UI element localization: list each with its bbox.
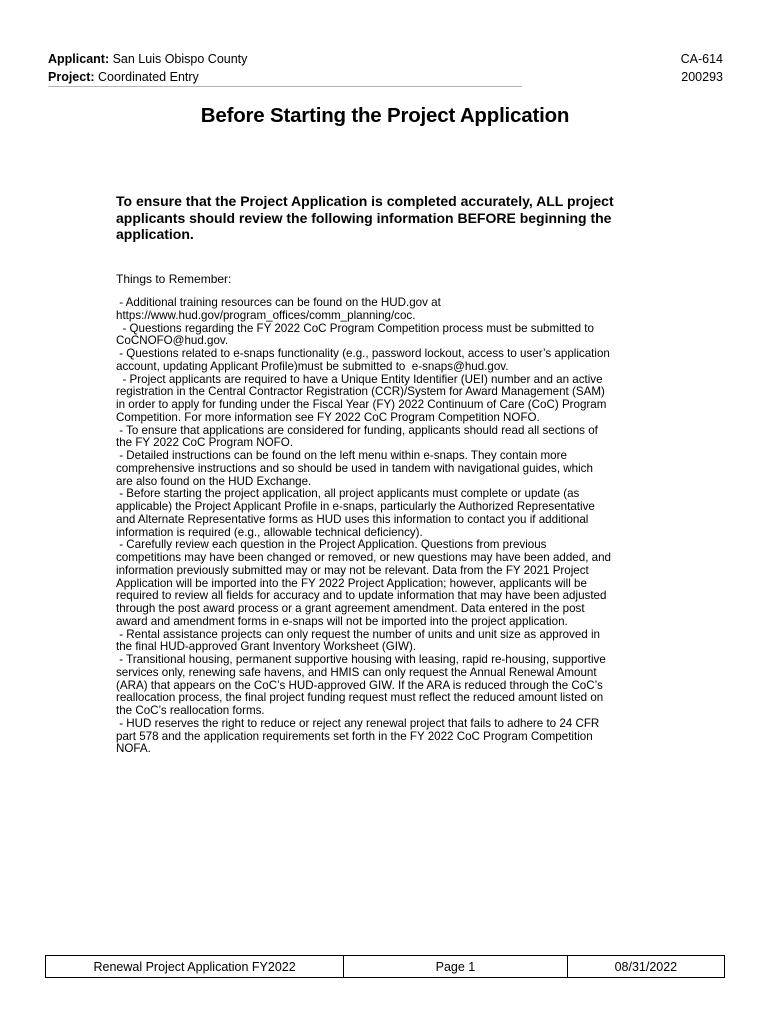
instruction-line: award and amendment forms in e-snaps will not be imported into the project application. [116, 614, 568, 628]
instruction-line: comprehensive instructions and so should be used in tandem with navigational guides, which [116, 461, 593, 475]
instruction-line: - Transitional housing, permanent supportive housing with leasing, rapid re-housing, supportive [116, 653, 606, 666]
instruction-line: applicable) the Project Applicant Profile in e-snaps, particularly the Authorized Representative [116, 500, 595, 513]
instruction-line: Application will be imported into the FY 2022 Project Application; however, applicants will be [116, 576, 587, 590]
instruction-line: - Additional training resources can be found on the HUD.gov at [116, 296, 441, 309]
instruction-line: - Project applicants are required to have a Unique Entity Identifier (UEI) number and an active [116, 372, 603, 386]
project-value: Coordinated Entry [98, 70, 199, 84]
applicant-value: San Luis Obispo County [112, 52, 248, 66]
instruction-line: - Carefully review each question in the Project Application. Questions from previous [116, 538, 547, 552]
instruction-line: the FY 2022 CoC Program NOFO. [116, 436, 293, 450]
instruction-line: - Detailed instructions can be found on the left menu within e-snaps. They contain more [116, 449, 567, 462]
instruction-line: - HUD reserves the right to reduce or reject any renewal project that fails to adhere to 24 CFR [116, 716, 600, 730]
things-to-remember-heading: Things to Remember: [116, 272, 232, 286]
page-title: Before Starting the Project Application [200, 104, 570, 127]
project-label: Project: [48, 70, 95, 84]
instruction-line: information previously submitted may or may not be relevant. Data from the FY 2021 Project [116, 563, 589, 577]
instruction-line: reallocation process, the final project funding request must reflect the reduced amount listed on [116, 691, 604, 705]
instruction-line: - Questions related to e-snaps functionality (e.g., password lockout, access to user’s application [116, 347, 610, 360]
footer-document-name: Renewal Project Application FY2022 [46, 956, 344, 978]
instruction-line: are also found on the HUD Exchange. [116, 474, 312, 488]
coc-code: CA-614 [680, 52, 723, 66]
instruction-line: part 578 and the application requirements set forth in the FY 2022 CoC Program Competition [116, 729, 593, 743]
project-line [48, 68, 247, 86]
instruction-line: the CoC’s reallocation forms. [116, 704, 265, 717]
instruction-line: (ARA) that appears on the CoC’s HUD-approved GIW. If the ARA is reduced through the CoC’s [116, 678, 603, 692]
coc-code-header [681, 50, 723, 86]
instruction-line: competitions may have been changed or removed, or new questions may have been added, and [116, 551, 611, 564]
footer-date: 08/31/2022 [567, 956, 724, 978]
instruction-line: information is required (e.g., allowable technical deficiency). [116, 525, 423, 539]
instruction-line: in order to apply for funding under the Fiscal Year (FY) 2022 Continuum of Care (CoC) Program [116, 398, 607, 411]
instruction-line: the final HUD-approved Grant Inventory Worksheet (GIW). [116, 640, 417, 654]
instruction-line: and Alternate Representative forms as HUD uses this information to contact you if additional [116, 512, 589, 526]
instruction-line: Competition. For more information see FY 2022 CoC Program Competition NOFO. [116, 410, 540, 424]
instruction-line: services only, renewing safe havens, and HMIS can only request the Annual Renewal Amount [116, 665, 597, 679]
instruction-line: - Before starting the project application, all project applicants must complete or update (as [116, 487, 580, 501]
instruction-line: - Rental assistance projects can only request the number of units and unit size as approved in [116, 627, 600, 641]
instruction-line: - To ensure that applications are considered for funding, applicants should read all sections of [116, 423, 598, 437]
instruction-line: NOFA. [116, 742, 151, 756]
instruction-line: required to review all fields for accuracy and to update information that may have been adjusted [116, 589, 607, 603]
header-divider [48, 86, 522, 87]
applicant-project-header [48, 50, 247, 86]
instruction-line: CoCNOFO@hud.gov. [116, 334, 229, 348]
instructions-text [116, 297, 661, 756]
application-number: 200293 [681, 70, 723, 84]
instruction-line: account, updating Applicant Profile)must be submitted to e-snaps@hud.gov. [116, 359, 509, 373]
instruction-line: through the post award process or a grant agreement amendment. Data entered in the post [116, 602, 585, 615]
applicant-label: Applicant: [48, 52, 110, 66]
instruction-line: - Questions regarding the FY 2022 CoC Program Competition process must be submitted to [116, 321, 594, 335]
instruction-line: https://www.hud.gov/program_offices/comm_planning/coc. [116, 308, 416, 322]
instruction-line: registration in the Central Contractor Registration (CCR)/System for Award Management (SAM) [116, 385, 605, 399]
applicant-line [48, 50, 247, 68]
page-footer [45, 955, 725, 978]
intro-paragraph: To ensure that the Project Application is completed accurately, ALL project applicants should review the following information BEFORE beginning the application. [116, 193, 614, 242]
footer-page-number: Page 1 [344, 956, 568, 978]
